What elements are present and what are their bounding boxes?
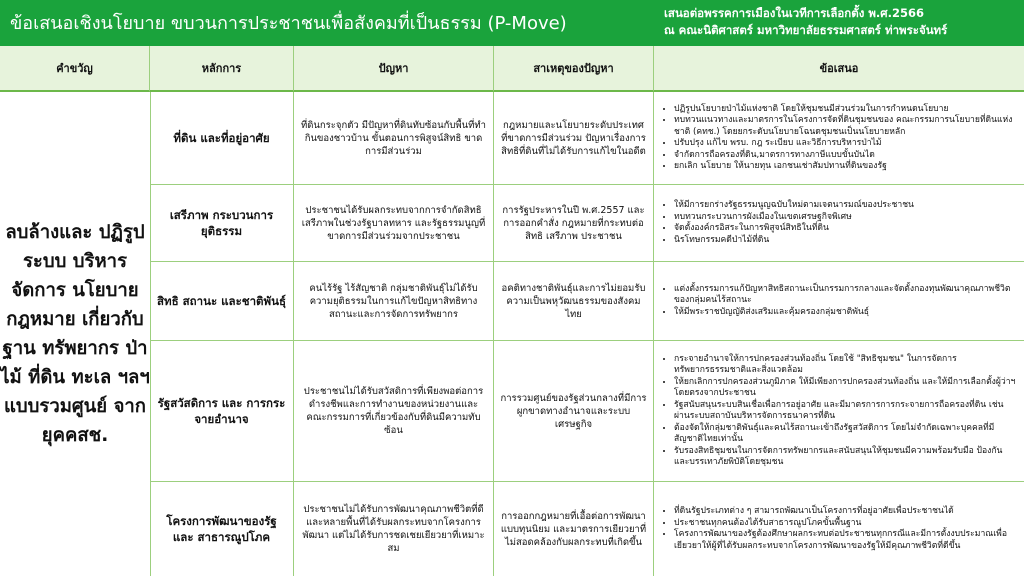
principle-text: รัฐสวัสดิการ และ การกระจายอำนาจ	[157, 396, 286, 426]
proposal-list	[660, 104, 1018, 173]
proposal-item: • ทบทวนกระบวนการผังเมืองในเขตเศรษฐกิจพิเศษ	[674, 212, 914, 224]
proposal-item: • จำกัดการถือครองที่ดิน,มาตรการทางภาษีแบบขั้นบันได	[674, 150, 1018, 162]
problem-text: คนไร้รัฐ ไร้สัญชาติ กลุ่มชาติพันธุ์ไม่ได้รับความยุติธรรมในการแก้ไขปัญหาสิทธิทางสถานะและการจัดการทรัพยากร	[309, 282, 478, 320]
event-line-2: ณ คณะนิติศาสตร์ มหาวิทยาลัยธรรมศาสตร์ ท่าพระจันทร์	[664, 23, 948, 37]
table-row-3-proposals	[654, 262, 1024, 341]
proposal-item: • ให้มีพระราชบัญญัติส่งเสริมและคุ้มครองกลุ่มชาติพันธุ์	[674, 307, 1018, 319]
proposal-list	[660, 200, 914, 246]
table-row-5-problem	[294, 482, 494, 576]
table-row-5-principle	[150, 482, 294, 576]
table-row-1-problem	[294, 92, 494, 185]
cause-text: การรวมศูนย์ของรัฐส่วนกลางที่มีการผูกขาดทางอำนาจและระบบเศรษฐกิจ	[500, 392, 647, 430]
table-row-1-principle	[150, 92, 294, 185]
proposal-item: • แต่งตั้งกรรมการแก้ปัญหาสิทธิสถานะเป็นกรรมการกลางและจัดตั้งกองทุนพัฒนาคุณภาพชีวิตของกลุ่มคนไร้สถานะ	[674, 284, 1018, 307]
table-row-2-cause	[494, 185, 654, 262]
event-line-1: เสนอต่อพรรคการเมืองในเวทีการเลือกตั้ง พ.ศ.2566	[664, 6, 924, 20]
proposal-item: • รับรองสิทธิชุมชนในการจัดการทรัพยากรและสนับสนุนให้ชุมชนมีความพร้อมรับมือ ป้องกัน และบรรเทาภัยพิบัติโดยชุมชน	[674, 446, 1018, 469]
column-header-slogan: คำขวัญ	[0, 46, 150, 92]
proposal-item: • ยกเลิก นโยบาย ให้นายทุน เอกชนเช่าสัมปทานที่ดินของรัฐ	[674, 161, 1018, 173]
column-header-problem: ปัญหา	[294, 46, 494, 92]
principle-text: เสรีภาพ กระบวนการยุติธรรม	[169, 208, 274, 238]
table-row-4-principle	[150, 341, 294, 482]
event-info	[664, 5, 947, 39]
principle-text: สิทธิ สถานะ และชาติพันธุ์	[157, 294, 286, 308]
problem-text: ประชาชนไม่ได้รับสวัสดิการที่เพียงพอต่อการดำรงชีพและการทำงานของหน่วยงานและคณะกรรมการที่เกี่ยวข้องกับที่ดินมีความทับซ้อน	[303, 386, 484, 436]
problem-text: ประชาชนได้รับผลกระทบจากการจำกัดสิทธิเสรีภาพในช่วงรัฐบาลทหาร และรัฐธรรมนูญที่ขาดการมีส่วนร่วมจากประชาชน	[301, 204, 486, 242]
table-row-2-principle	[150, 185, 294, 262]
proposal-list	[660, 506, 1018, 552]
problem-text: ที่ดินกระจุกตัว มีปัญหาที่ดินทับซ้อนกับพื้นที่ทำกินของชาวบ้าน ขั้นตอนการพิสูจน์สิทธิ ขาดการมีส่วนร่วม	[301, 119, 486, 157]
page-title: ข้อเสนอเชิงนโยบาย ขบวนการประชาชนเพื่อสังคมที่เป็นธรรม (P-Move)	[10, 13, 567, 34]
proposal-item: • ที่ดินรัฐประเภทต่าง ๆ สามารถพัฒนาเป็นโครงการที่อยู่อาศัยเพื่อประชาชนได้	[674, 506, 1018, 518]
proposal-item: • ทบทวนแนวทางและมาตรการในโครงการจัดที่ดินชุมชนของ คณะกรรมการนโยบายที่ดินแห่งชาติ (คทช.) โดยยกระดับนโยบายโฉนดชุมชนเป็นนโยบายหลัก	[674, 115, 1018, 138]
proposal-item: • ประชาชนทุกคนต้องได้รับสาธารณูปโภคขั้นพื้นฐาน	[674, 518, 1018, 530]
table-row-4-proposals	[654, 341, 1024, 482]
table-row-1-proposals	[654, 92, 1024, 185]
title-bar	[0, 0, 1024, 46]
table-row-5-proposals	[654, 482, 1024, 576]
proposal-list	[660, 354, 1018, 469]
proposal-item: • ปฏิรูปนโยบายป่าไม้แห่งชาติ โดยให้ชุมชนมีส่วนร่วมในการกำหนดนโยบาย	[674, 104, 1018, 116]
table-row-4-problem	[294, 341, 494, 482]
table-row-5-cause	[494, 482, 654, 576]
slogan-cell	[0, 92, 151, 576]
proposal-item: • รัฐสนับสนุนระบบสินเชื่อเพื่อการอยู่อาศัย และมีมาตรการการกระจายการถือครองที่ดิน เช่น ผ่านระบบสถาบันบริหารจัดการธนาคารที่ดิน	[674, 400, 1018, 423]
cause-text: อคติทางชาติพันธุ์และการไม่ยอมรับความเป็นพหุวัฒนธรรมของสังคมไทย	[501, 282, 646, 320]
column-header-principle: หลักการ	[150, 46, 294, 92]
table-row-4-cause	[494, 341, 654, 482]
proposal-item: • กระจายอำนาจให้การปกครองส่วนท้องถิ่น โดยใช้ "สิทธิชุมชน" ในการจัดการทรัพยากรธรรมชาติและสิ่งแวดล้อม	[674, 354, 1018, 377]
cause-text: กฎหมายและนโยบายระดับประเทศที่ขาดการมีส่วนร่วม ปัญหาเรื่องการสิทธิที่ดินที่ไม่ได้รับการแก้ไขในอดีต	[501, 119, 646, 157]
table-row-1-cause	[494, 92, 654, 185]
table-row-3-principle	[150, 262, 294, 341]
column-header-proposals: ข้อเสนอ	[654, 46, 1024, 92]
table-row-3-problem	[294, 262, 494, 341]
proposal-item: • ปรับปรุง แก้ไข พรบ. กฎ ระเบียบ และวิธีการบริหารป่าไม้	[674, 138, 1018, 150]
problem-text: ประชาชนไม่ได้รับการพัฒนาคุณภาพชีวิตที่ดี และหลายพื้นที่ได้รับผลกระทบจากโครงการพัฒนา แต่ไม่ได้รับการชดเชยเยียวยาที่เหมาะสม	[302, 504, 485, 554]
proposal-item: • ให้ยกเลิกการปกครองส่วนภูมิภาค ให้มีเพียงการปกครองส่วนท้องถิ่น และให้มีการเลือกตั้งผู้ว่าฯโดยตรงจากประชาชน	[674, 377, 1018, 400]
column-header-cause: สาเหตุของปัญหา	[494, 46, 654, 92]
table-row-2-proposals	[654, 185, 1024, 262]
cause-text: การรัฐประหารในปี พ.ศ.2557 และการออกคำสั่ง กฎหมายที่กระทบต่อสิทธิ เสรีภาพ ประชาชน	[502, 204, 645, 242]
proposal-item: • โครงการพัฒนาของรัฐต้องศึกษาผลกระทบต่อประชาชนทุกกรณีและมีการตั้งงบประมาณเพื่อเยียวยาให้ผู้ที่ได้รับผลกระทบจากโครงการพัฒนาของรัฐให้มีคุณภาพชีวิตที่ดีขึ้น	[674, 529, 1018, 552]
proposal-item: • จัดตั้งองค์กรอิสระในการพิสูจน์สิทธิในที่ดิน	[674, 223, 914, 235]
table-row-3-cause	[494, 262, 654, 341]
proposal-item: • ให้มีการยกร่างรัฐธรรมนูญฉบับใหม่ตามเจตนารมณ์ของประชาชน	[674, 200, 914, 212]
slogan-text: ลบล้างและ ปฏิรูประบบ บริหารจัดการ นโยบาย กฎหมาย เกี่ยวกับฐาน ทรัพยากร ป่าไม้ ที่ดิน ทะเล ฯลฯ แบบรวมศูนย์ จากยุคคสช.	[0, 222, 150, 446]
proposal-list	[660, 284, 1018, 319]
principle-text: ที่ดิน และที่อยู่อาศัย	[173, 131, 270, 145]
table-row-2-problem	[294, 185, 494, 262]
proposal-item: • นิรโทษกรรมคดีป่าไม้ที่ดิน	[674, 235, 914, 247]
proposal-item: • ต้องจัดให้กลุ่มชาติพันธุ์และคนไร้สถานะเข้าถึงรัฐสวัสดิการ โดยไม่จำกัดเฉพาะบุคคลที่มีสัญชาติไทยเท่านั้น	[674, 423, 1018, 446]
principle-text: โครงการพัฒนาของรัฐ และ สาธารณูปโภค	[166, 514, 277, 544]
cause-text: การออกกฎหมายที่เอื้อต่อการพัฒนาแบบทุนนิยม และมาตรการเยียวยาที่ไม่สอดคล้องกับผลกระทบที่เกิดขึ้น	[500, 510, 647, 548]
